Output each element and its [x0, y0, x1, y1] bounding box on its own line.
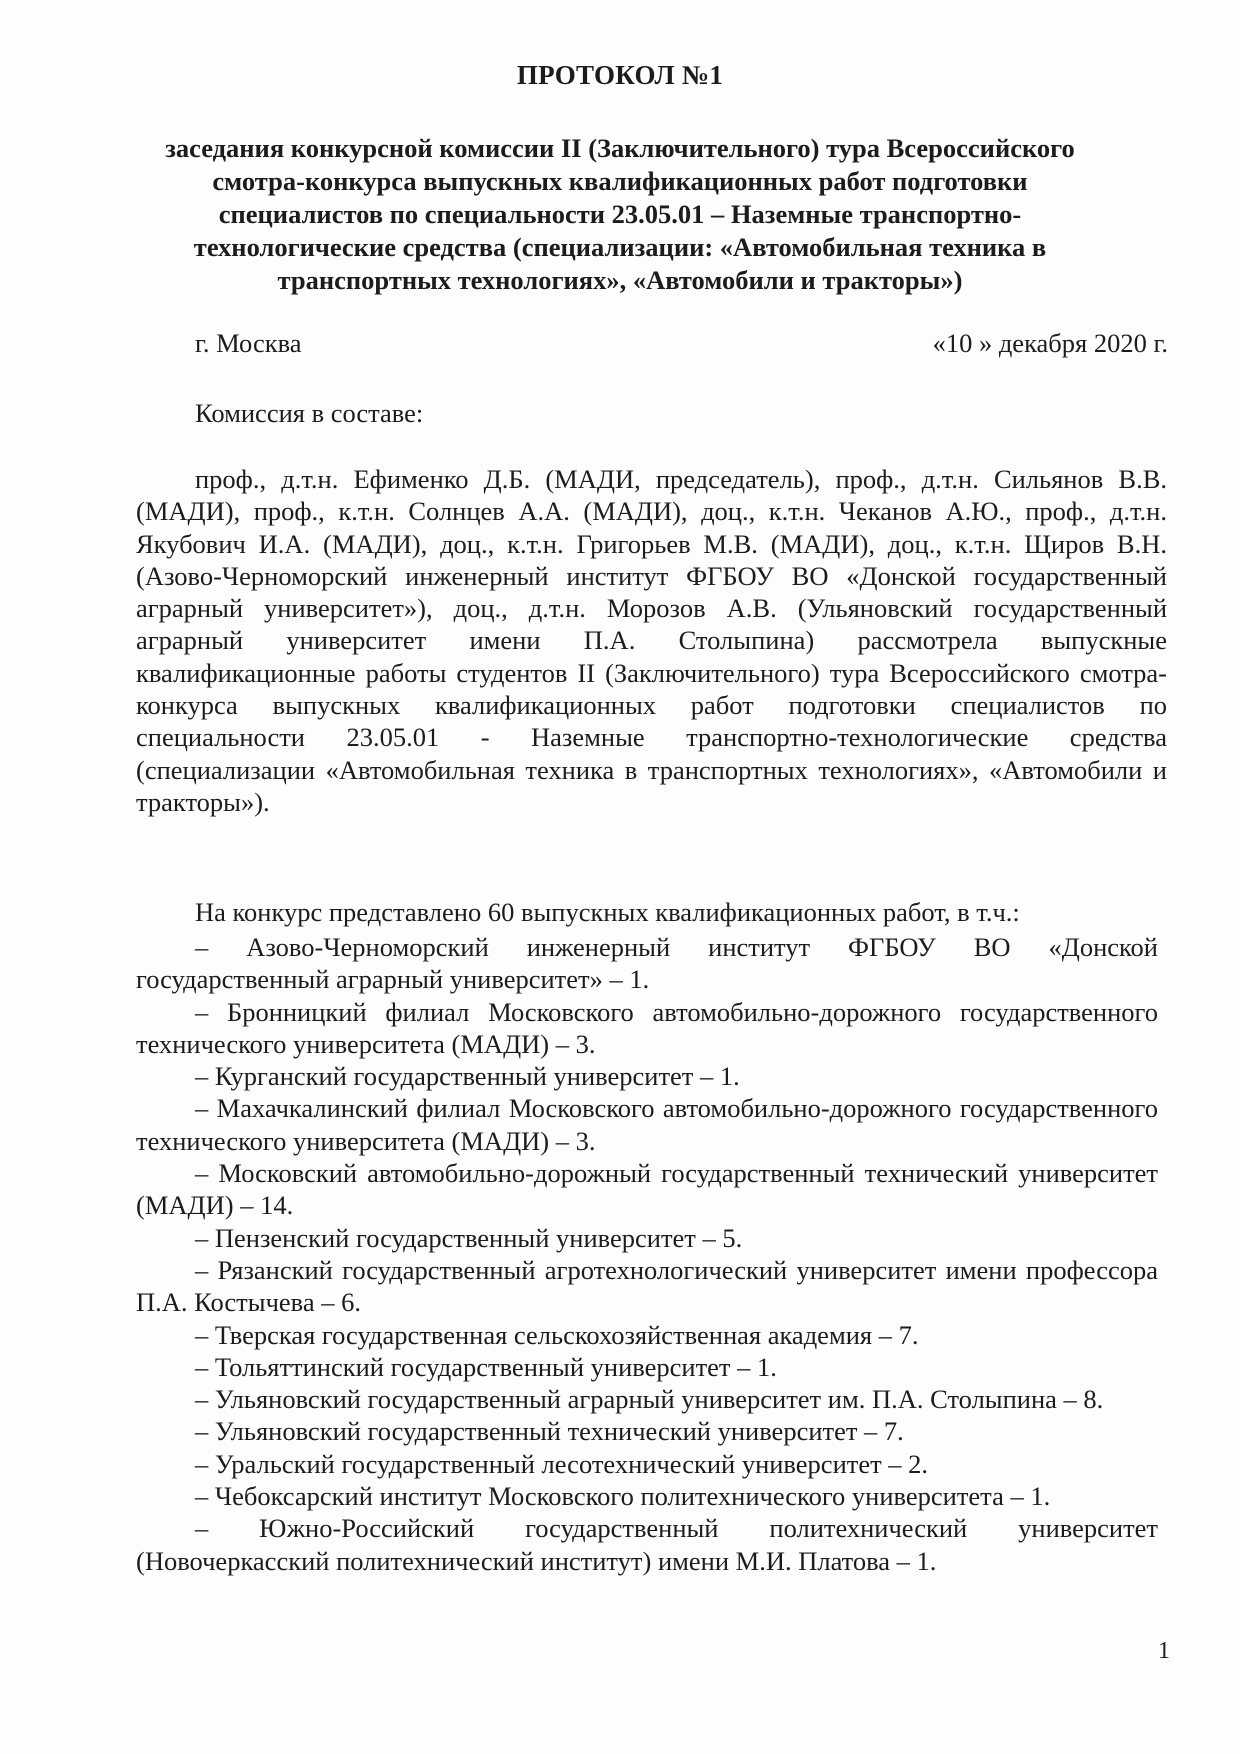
list-item: – Южно-Российский государственный политехнический университет (Новочеркасский политехнический институт) имени М.И. Платова – 1. — [136, 1513, 1158, 1576]
page-number: 1 — [1158, 1638, 1170, 1664]
list-item: – Московский автомобильно-дорожный государственный технический университет (МАДИ) – 14. — [136, 1158, 1158, 1221]
list-item: – Уральский государственный лесотехнический университет – 2. — [195, 1448, 929, 1479]
commission-composition: проф., д.т.н. Ефименко Д.Б. (МАДИ, председатель), проф., д.т.н. Сильянов В.В. (МАДИ), проф., к.т.н. Солнцев А.А. (МАДИ), доц., к.т.н. Чеканов А.Ю., проф., д.т.н. Якубович И.А. (МАДИ), доц., к.т.н. Григорьев М.В. (МАДИ), доц., к.т.н. Щиров В.Н. (Азово-Черноморский инженерный институт ФГБОУ ВО «Донской государственный аграрный университет»), доц., д.т.н. Морозов А.В. (Ульяновский государственный аграрный университет имени П.А. Столыпина) рассмотрела выпускные квалификационные работы студентов II (Заключительного) тура Всероссийского смотра-конкурса выпускных квалификационных работ подготовки специалистов по специальности 23.05.01 - Наземные транспортно-технологические средства (специализации «Автомобильная техника в транспортных технологиях», «Автомобили и тракторы»). — [136, 464, 1167, 817]
list-item: – Ульяновский государственный технический университет – 7. — [195, 1416, 904, 1447]
list-item: – Пензенский государственный университет – 5. — [195, 1222, 743, 1253]
list-item: – Тверская государственная сельскохозяйственная академия – 7. — [195, 1319, 919, 1350]
submissions-intro: На конкурс представлено 60 выпускных квалификационных работ, в т.ч.: — [195, 897, 1020, 927]
document-subtitle: заседания конкурсной комиссии II (Заключительного) тура Всероссийского смотра-конкурса выпускных квалификационных работ подготовки специалистов по специальности 23.05.01 – Наземные транспортно-технологические средства (специализации: «Автомобильная техника в транспортных технологиях», «Автомобили и тракторы») — [165, 133, 1075, 295]
date: «10 » декабря 2020 г. — [932, 328, 1168, 358]
institution-list — [136, 931, 1158, 1577]
document-title: ПРОТОКОЛ №1 — [516, 60, 724, 90]
list-item: – Чебоксарский институт Московского политехнического университета – 1. — [195, 1481, 1051, 1512]
list-item: – Курганский государственный университет – 1. — [195, 1061, 740, 1092]
list-item: – Ульяновский государственный аграрный университет им. П.А. Столыпина – 8. — [195, 1384, 1104, 1415]
commission-label: Комиссия в составе: — [195, 398, 424, 428]
list-item: – Рязанский государственный агротехнологический университет имени профессора П.А. Костычева – 6. — [136, 1254, 1158, 1318]
list-item: – Бронницкий филиал Московского автомобильно-дорожного государственного технического университета (МАДИ) – 3. — [136, 996, 1158, 1059]
list-item: – Тольяттинский государственный университет – 1. — [195, 1351, 777, 1382]
list-item: – Махачкалинский филиал Московского автомобильно-дорожного государственного технического университета (МАДИ) – 3. — [136, 1093, 1158, 1156]
list-item: – Азово-Черноморский инженерный институт ФГБОУ ВО «Донской государственный аграрный университет» – 1. — [136, 932, 1158, 995]
place: г. Москва — [195, 328, 302, 358]
